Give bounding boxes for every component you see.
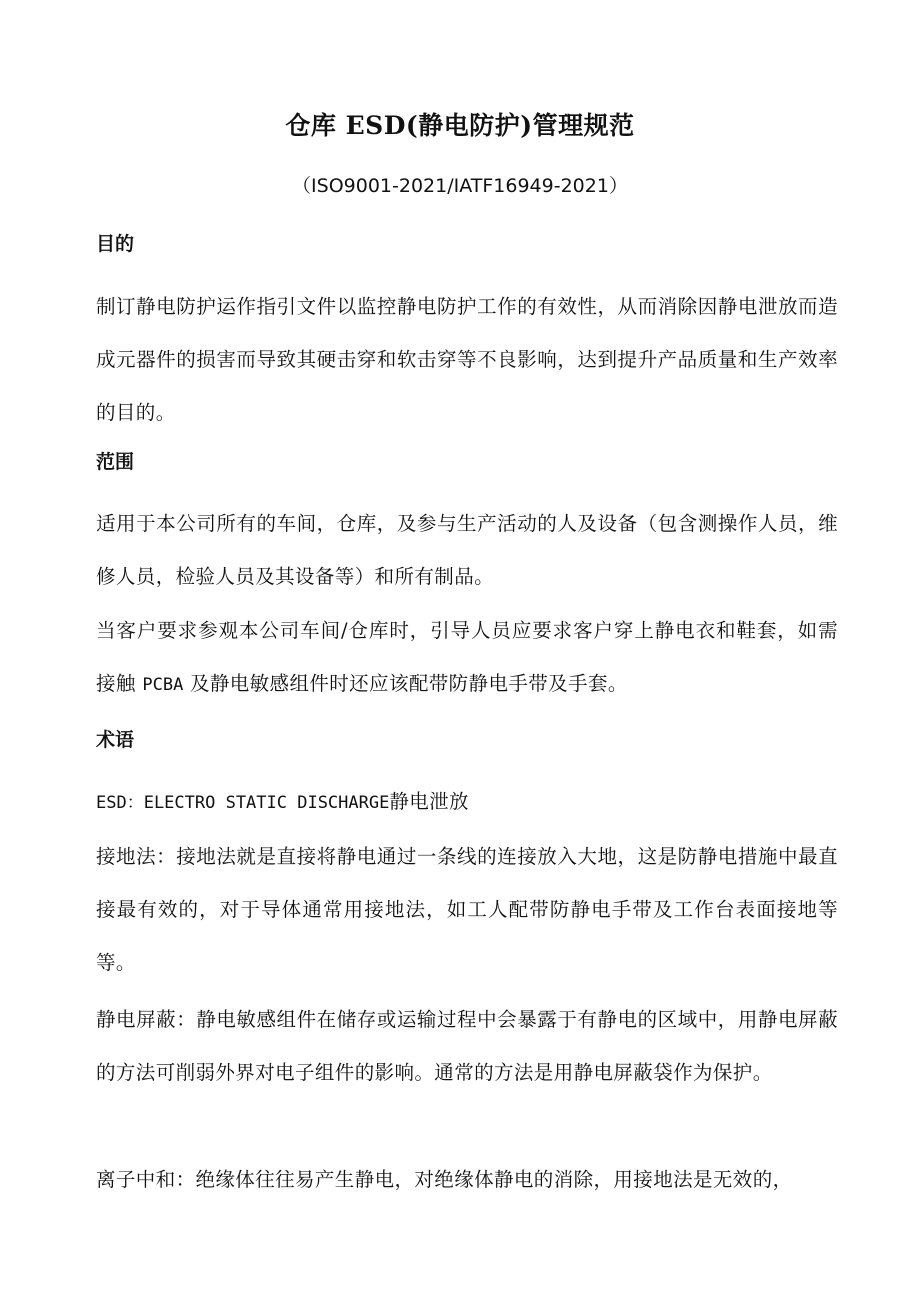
term-ionization: 离子中和：绝缘体往往易产生静电，对绝缘体静电的消除，用接地法是无效的， — [96, 1168, 793, 1191]
document-title: 仓库 ESD(静电防护)管理规范 — [285, 111, 635, 140]
term-esd — [96, 775, 838, 830]
scope-paragraph-2 — [96, 604, 838, 712]
section-heading-terms: 术语 — [96, 729, 135, 751]
term-shielding: 静电屏蔽：静电敏感组件在储存或运输过程中会暴露于有静电的区域中，用静电屏蔽的方法可削弱外界对电子组件的影响。通常的方法是用静电屏蔽袋作为保护。 — [96, 1008, 838, 1084]
term-esd-text: 静电泄放 — [389, 790, 469, 813]
pcba-term: PCBA — [142, 675, 184, 695]
section-heading-purpose: 目的 — [96, 233, 135, 255]
scope-paragraph-2-text-after: 及静电敏感组件时还应该配带防静电手带及手套。 — [183, 672, 628, 695]
document-subtitle: （ISO9001-2021/IATF16949-2021） — [292, 175, 628, 197]
purpose-paragraph: 制订静电防护运作指引文件以监控静电防护工作的有效性，从而消除因静电泄放而造成元器件的损害而导致其硬击穿和软击穿等不良影响，达到提升产品质量和生产效率的目的。 — [96, 295, 838, 424]
scope-paragraph-1: 适用于本公司所有的车间，仓库，及参与生产活动的人及设备（包含测操作人员，维修人员，检验人员及其设备等）和所有制品。 — [96, 512, 838, 588]
term-esd-code: ESD：ELECTRO STATIC DISCHARGE — [96, 793, 390, 813]
section-heading-scope: 范围 — [96, 451, 135, 473]
scope-paragraph-2-text-before: 当客户要求参观本公司车间/仓库时，引导人员应要求客户穿上静电衣和鞋套，如需接触 — [96, 619, 838, 695]
term-grounding: 接地法：接地法就是直接将静电通过一条线的连接放入大地，这是防静电措施中最直接最有效的，对于导体通常用接地法，如工人配带防静电手带及工作台表面接地等等。 — [96, 845, 838, 974]
